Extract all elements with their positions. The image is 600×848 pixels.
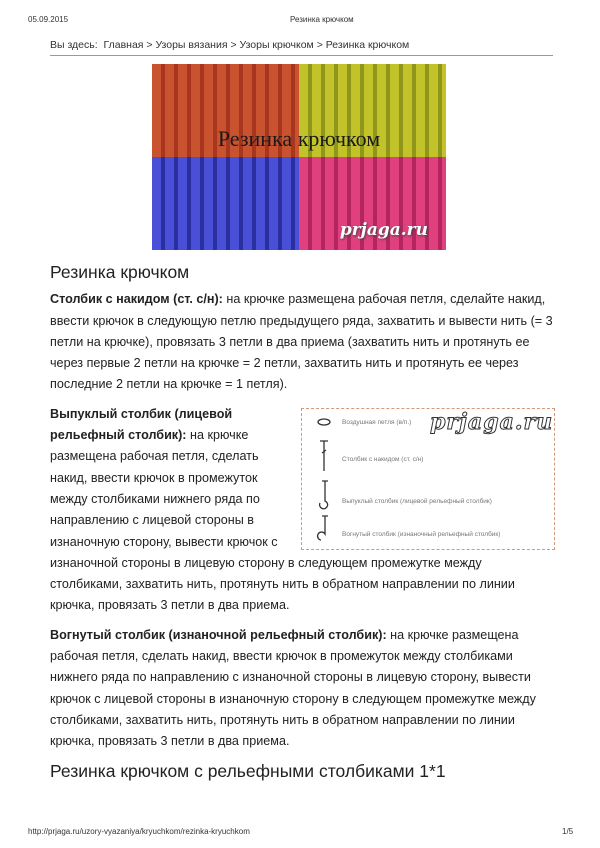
- hero-image: [152, 64, 446, 250]
- breadcrumb-crochet[interactable]: Узоры крючком: [239, 39, 314, 51]
- front-post-icon: [316, 479, 332, 511]
- back-post-icon: [316, 514, 332, 546]
- description: на крючке размещена рабочая петля, сделать накид, ввести крючок в промежуток между столбиками нижнего ряда по направлению с лицевой стороны в изнаночную сторону, вывести крючок с изнаночной стороны в лицевую сторону в следующем промежутке между столбиками, захватить нить, протянуть нить в обратном направлении по линии крючка, провязать 3 петли в два приема.: [50, 428, 515, 613]
- footer-url: http://prjaga.ru/uzory-vyazaniya/kryuchkom/rezinka-kryuchkom: [28, 827, 250, 836]
- term: Выпуклый столбик (лицевой рельефный столбик):: [50, 406, 233, 443]
- paragraph-back-post: [50, 625, 555, 753]
- print-title: Резинка крючком: [290, 15, 354, 24]
- breadcrumb-home[interactable]: Главная: [103, 39, 144, 51]
- hero-title: Резинка крючком: [217, 126, 381, 151]
- legend-item: Вогнутый столбик (изнаночный рельефный столбик): [342, 530, 501, 538]
- legend-item: Выпуклый столбик (лицевой рельефный столбик): [342, 497, 492, 505]
- breadcrumb-sep: >: [316, 39, 323, 51]
- breadcrumb-prefix: Вы здесь:: [50, 39, 98, 51]
- description: на крючке размещена рабочая петля, сделайте накид, ввести крючок в следующую петлю предыдущего ряда, захватить и вывести нить (= 3 петли на крючке), провязать 3 петли в два приема (захватить нить и протянуть ее через первые 2 петли на крючке = 2 петли, захватить нить и протянуть ее через последние 2 петли на крючке = 1 петля).: [50, 292, 553, 392]
- double-crochet-icon: [316, 439, 332, 473]
- article-title: Резинка крючком: [50, 262, 190, 282]
- page-number: 1/5: [562, 827, 574, 836]
- blue-swatch: [152, 157, 299, 250]
- chain-stitch-icon: [316, 417, 332, 427]
- breadcrumb-patterns[interactable]: Узоры вязания: [155, 39, 228, 51]
- legend-item: Столбик с накидом (ст. с/н): [342, 455, 424, 463]
- breadcrumb-sep: >: [230, 39, 237, 51]
- description: на крючке размещена рабочая петля, сделать накид, ввести крючок в промежуток между столбиками нижнего ряда по направлению с изнаночной стороны в лицевую сторону, вывести крючок с лицевой стороны в изнаночную сторону в следующем промежутке между столбиками, захватить нить, протянуть нить в обратном направлении по линии крючка, провязать 3 петли в два приема.: [50, 627, 536, 749]
- article: [50, 262, 555, 788]
- breadcrumb-current: Резинка крючком: [325, 39, 410, 51]
- term: Вогнутый столбик (изнаночной рельефный столбик):: [50, 627, 387, 642]
- legend-watermark: prjaga.ru: [430, 408, 554, 435]
- legend-item: Воздушная петля (в/п.): [342, 418, 412, 426]
- paragraph-double-crochet: [50, 289, 555, 395]
- hero-watermark: prjaga.ru: [339, 220, 428, 240]
- stitch-legend-figure: [301, 408, 555, 550]
- breadcrumb-sep: >: [146, 39, 153, 51]
- breadcrumb: [50, 39, 409, 51]
- section-title: Резинка крючком с рельефными столбиками 1*1: [50, 760, 446, 781]
- header-divider: [50, 55, 553, 56]
- print-date: 05.09.2015: [28, 15, 69, 24]
- term: Столбик с накидом (ст. с/н):: [50, 292, 223, 307]
